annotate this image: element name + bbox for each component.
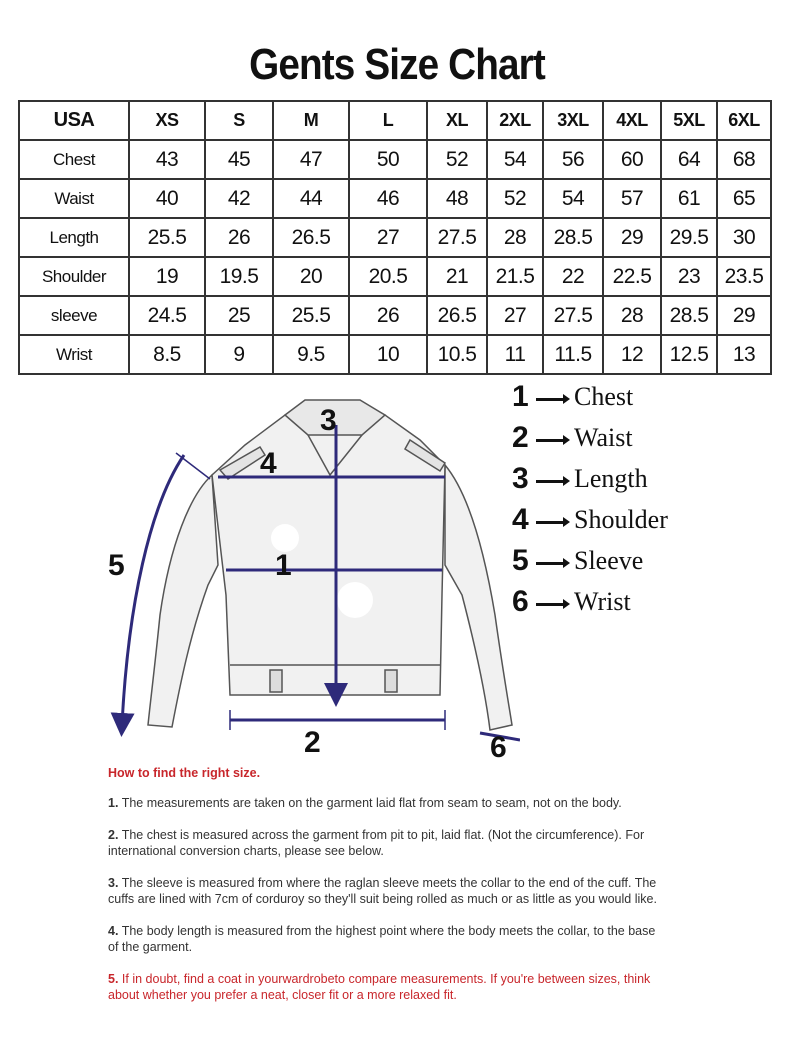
jacket-outline — [148, 400, 512, 730]
legend-label: Length — [574, 464, 648, 493]
table-row — [19, 335, 771, 374]
header-size-cell: L — [349, 101, 427, 140]
table-cell: 27 — [349, 218, 427, 257]
table-cell: 22 — [543, 257, 603, 296]
arrow-right-icon — [536, 398, 566, 401]
table-cell: 26 — [349, 296, 427, 335]
table-cell: 50 — [349, 140, 427, 179]
legend-number: 2 — [512, 421, 529, 454]
legend-label: Sleeve — [574, 546, 644, 575]
table-cell: 30 — [717, 218, 771, 257]
table-cell: 42 — [205, 179, 273, 218]
instruction-number: 1. — [108, 796, 119, 810]
header-size-cell: XL — [427, 101, 487, 140]
legend-number: 3 — [512, 462, 529, 495]
table-row — [19, 218, 771, 257]
instruction-item — [108, 795, 668, 811]
instruction-number: 5. — [108, 972, 119, 986]
table-cell: 9.5 — [273, 335, 349, 374]
table-cell: 47 — [273, 140, 349, 179]
arrow-right-icon — [536, 603, 566, 606]
table-cell: 22.5 — [603, 257, 661, 296]
legend-item — [512, 503, 782, 543]
header-size-cell: 6XL — [717, 101, 771, 140]
table-cell: 25 — [205, 296, 273, 335]
instruction-item — [108, 827, 668, 859]
instruction-number: 4. — [108, 924, 119, 938]
row-label-cell: Waist — [19, 179, 129, 218]
sizing-instructions — [108, 760, 668, 1019]
table-header-row — [19, 101, 771, 140]
table-cell: 57 — [603, 179, 661, 218]
table-cell: 21.5 — [487, 257, 543, 296]
table-cell: 20 — [273, 257, 349, 296]
table-cell: 10.5 — [427, 335, 487, 374]
arrow-right-icon — [536, 521, 566, 524]
marker-sleeve: 5 — [108, 549, 125, 582]
legend-item — [512, 585, 782, 625]
header-size-cell: 2XL — [487, 101, 543, 140]
header-size-cell: 4XL — [603, 101, 661, 140]
table-cell: 20.5 — [349, 257, 427, 296]
legend-item — [512, 462, 782, 502]
legend-number: 1 — [512, 380, 529, 413]
table-row — [19, 140, 771, 179]
table-cell: 29.5 — [661, 218, 717, 257]
table-cell: 25.5 — [273, 296, 349, 335]
table-cell: 23 — [661, 257, 717, 296]
instruction-text: The measurements are taken on the garment laid flat from seam to seam, not on the body. — [121, 796, 622, 810]
instruction-number: 2. — [108, 828, 119, 842]
marker-shoulder: 4 — [260, 447, 277, 480]
highlight-dot — [337, 582, 373, 618]
table-cell: 43 — [129, 140, 205, 179]
page-title: Gents Size Chart — [249, 40, 545, 89]
legend-label: Wrist — [574, 587, 631, 616]
table-row — [19, 296, 771, 335]
table-cell: 29 — [603, 218, 661, 257]
jacket-diagram — [100, 395, 520, 770]
table-cell: 25.5 — [129, 218, 205, 257]
table-cell: 19.5 — [205, 257, 273, 296]
instruction-text: The body length is measured from the highest point where the body meets the collar, to the base of the garment. — [108, 924, 656, 954]
header-size-cell: M — [273, 101, 349, 140]
table-cell: 26 — [205, 218, 273, 257]
header-size-cell: 5XL — [661, 101, 717, 140]
table-cell: 64 — [661, 140, 717, 179]
table-cell: 28.5 — [543, 218, 603, 257]
arrow-right-icon — [536, 562, 566, 565]
instruction-item — [108, 923, 668, 955]
table-cell: 8.5 — [129, 335, 205, 374]
row-label-cell: Length — [19, 218, 129, 257]
highlight-dot — [271, 524, 299, 552]
table-cell: 28 — [487, 218, 543, 257]
table-cell: 12 — [603, 335, 661, 374]
table-cell: 26.5 — [427, 296, 487, 335]
table-row — [19, 257, 771, 296]
arrow-right-icon — [536, 480, 566, 483]
instruction-item — [108, 875, 668, 907]
marker-waist: 2 — [304, 726, 321, 759]
table-cell: 65 — [717, 179, 771, 218]
legend-number: 4 — [512, 503, 529, 536]
arrow-right-icon — [536, 439, 566, 442]
table-row — [19, 179, 771, 218]
table-cell: 60 — [603, 140, 661, 179]
table-cell: 54 — [543, 179, 603, 218]
table-cell: 52 — [487, 179, 543, 218]
table-cell: 21 — [427, 257, 487, 296]
table-cell: 27.5 — [427, 218, 487, 257]
marker-length: 3 — [320, 404, 337, 437]
legend-item — [512, 421, 782, 461]
legend-number: 6 — [512, 585, 529, 618]
instruction-text: If in doubt, find a coat in yourwardrobeto compare measurements. If you're between sizes, think about whether you prefer a neat, closer fit or a more relaxed fit. — [108, 972, 651, 1002]
row-label-cell: Wrist — [19, 335, 129, 374]
legend-item — [512, 544, 782, 584]
table-cell: 27.5 — [543, 296, 603, 335]
marker-wrist: 6 — [490, 731, 507, 764]
table-cell: 52 — [427, 140, 487, 179]
legend-item — [512, 380, 782, 420]
table-cell: 56 — [543, 140, 603, 179]
legend-label: Shoulder — [574, 505, 668, 534]
table-cell: 44 — [273, 179, 349, 218]
table-cell: 13 — [717, 335, 771, 374]
instruction-text: The chest is measured across the garment from pit to pit, laid flat. (Not the circumference). For international conversion charts, please see below. — [108, 828, 645, 858]
table-cell: 26.5 — [273, 218, 349, 257]
table-cell: 45 — [205, 140, 273, 179]
table-cell: 9 — [205, 335, 273, 374]
table-cell: 27 — [487, 296, 543, 335]
legend-label: Chest — [574, 382, 634, 411]
table-cell: 40 — [129, 179, 205, 218]
instruction-text: The sleeve is measured from where the raglan sleeve meets the collar to the end of the cuff. The cuffs are lined with 7cm of corduroy so they'll suit being rolled as much or as little as you would like. — [108, 876, 657, 906]
table-cell: 10 — [349, 335, 427, 374]
legend-label: Waist — [574, 423, 633, 452]
header-size-cell: 3XL — [543, 101, 603, 140]
table-cell: 12.5 — [661, 335, 717, 374]
table-cell: 11 — [487, 335, 543, 374]
instructions-heading: How to find the right size. — [108, 766, 261, 780]
table-cell: 68 — [717, 140, 771, 179]
table-cell: 28 — [603, 296, 661, 335]
table-cell: 29 — [717, 296, 771, 335]
table-cell: 24.5 — [129, 296, 205, 335]
header-size-cell: S — [205, 101, 273, 140]
header-size-cell: XS — [129, 101, 205, 140]
instruction-item — [108, 971, 668, 1003]
instruction-number: 3. — [108, 876, 119, 890]
table-cell: 48 — [427, 179, 487, 218]
size-table — [18, 100, 772, 375]
row-label-cell: Shoulder — [19, 257, 129, 296]
table-cell: 61 — [661, 179, 717, 218]
table-cell: 19 — [129, 257, 205, 296]
row-label-cell: sleeve — [19, 296, 129, 335]
marker-chest: 1 — [275, 549, 292, 582]
table-cell: 11.5 — [543, 335, 603, 374]
header-country-cell: USA — [19, 101, 129, 140]
row-label-cell: Chest — [19, 140, 129, 179]
table-cell: 23.5 — [717, 257, 771, 296]
legend-number: 5 — [512, 544, 529, 577]
table-cell: 54 — [487, 140, 543, 179]
table-cell: 28.5 — [661, 296, 717, 335]
table-cell: 46 — [349, 179, 427, 218]
